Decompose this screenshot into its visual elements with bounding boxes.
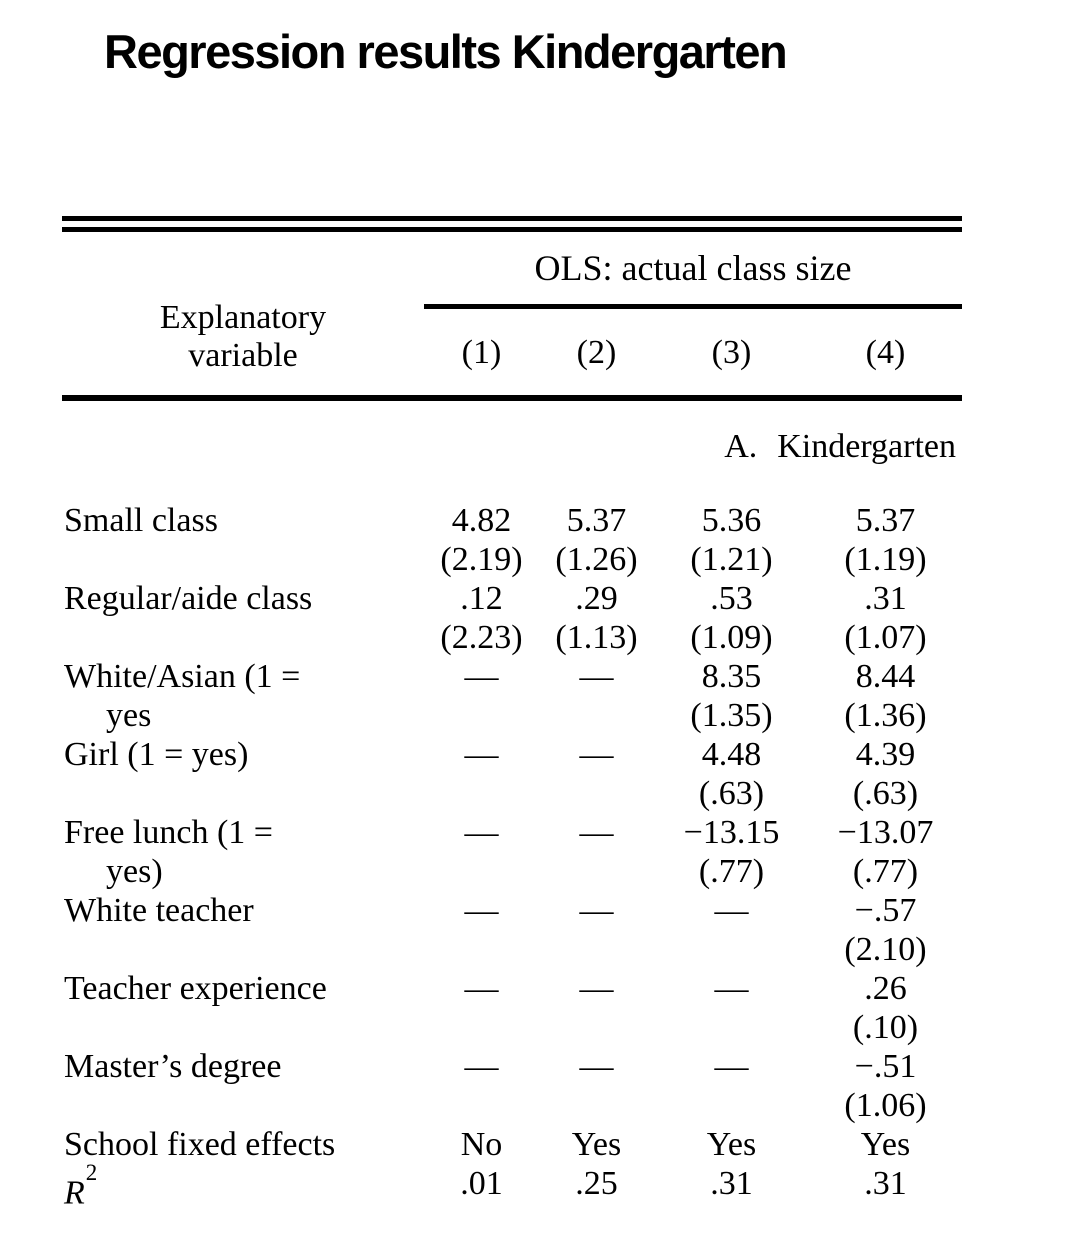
row-label: Teacher experience — [64, 970, 327, 1007]
r-squared-base: R — [64, 1174, 85, 1212]
se-cell — [424, 930, 539, 969]
se-cell — [654, 930, 809, 969]
coef-cell: −.51 — [854, 1048, 917, 1085]
row-label-r-squared — [62, 1160, 424, 1212]
slide-title: Regression results Kindergarten — [104, 25, 787, 78]
se-cell — [424, 1086, 539, 1125]
header-bottom-rule — [62, 395, 962, 401]
se-cell: (1.19) — [844, 541, 927, 578]
coef-cell: — — [579, 814, 614, 851]
coef-cell: — — [714, 1048, 749, 1085]
se-cell: (1.09) — [690, 619, 773, 656]
row-label: Small class — [64, 502, 218, 539]
table-header — [62, 232, 962, 375]
value-cell: Yes — [706, 1126, 757, 1163]
value-cell: No — [460, 1126, 503, 1163]
se-cell: (.77) — [698, 853, 765, 890]
se-cell — [539, 852, 654, 891]
coef-cell: — — [714, 892, 749, 929]
coef-cell: — — [579, 1048, 614, 1085]
value-cell: .31 — [864, 1165, 907, 1202]
table-row — [62, 813, 962, 852]
value-cell: Yes — [571, 1126, 622, 1163]
se-cell — [654, 1008, 809, 1047]
table-row — [62, 891, 962, 930]
se-cell: (1.07) — [844, 619, 927, 656]
se-cell — [654, 1086, 809, 1125]
coef-cell: — — [579, 658, 614, 695]
coef-cell: — — [464, 892, 499, 929]
se-cell: (1.36) — [844, 697, 927, 734]
se-row — [62, 1086, 962, 1125]
table-row — [62, 1125, 962, 1164]
column-header-4: (4) — [865, 334, 906, 371]
se-cell — [424, 696, 539, 735]
se-row — [62, 1008, 962, 1047]
row-label: White/Asian (1 = — [64, 658, 301, 695]
row-label-continuation: yes — [106, 697, 152, 734]
se-cell: (.63) — [698, 775, 765, 812]
coef-cell: — — [464, 736, 499, 773]
se-row — [62, 540, 962, 579]
stub-head-line2: variable — [188, 337, 298, 374]
row-label: Girl (1 = yes) — [64, 736, 249, 773]
table-row — [62, 657, 962, 696]
coef-cell: −13.07 — [837, 814, 934, 851]
column-header-1: (1) — [461, 334, 502, 371]
r-squared-superscript: 2 — [85, 1160, 98, 1185]
coef-cell: .53 — [710, 580, 753, 617]
coef-cell: — — [579, 736, 614, 773]
row-label: Master’s degree — [64, 1048, 282, 1085]
se-cell — [539, 774, 654, 813]
panel-label — [62, 425, 962, 469]
se-row — [62, 618, 962, 657]
row-label: Free lunch (1 = — [64, 814, 273, 851]
table-row — [62, 579, 962, 618]
se-cell: (1.06) — [844, 1087, 927, 1124]
coef-cell: — — [579, 892, 614, 929]
se-cell: (.63) — [852, 775, 919, 812]
coef-cell: — — [579, 970, 614, 1007]
se-row — [62, 696, 962, 735]
row-label: Regular/aide class — [64, 580, 313, 617]
se-cell: (1.21) — [690, 541, 773, 578]
se-cell: (.10) — [852, 1009, 919, 1046]
coef-cell: 8.35 — [701, 658, 762, 695]
panel-text: Kindergarten — [777, 428, 956, 465]
coef-cell: 8.44 — [855, 658, 916, 695]
coef-cell: — — [464, 658, 499, 695]
value-cell: .25 — [575, 1165, 618, 1202]
coef-cell: .29 — [575, 580, 618, 617]
table-row — [62, 969, 962, 1008]
row-label-continuation: yes) — [106, 853, 163, 890]
coef-cell: 4.48 — [701, 736, 762, 773]
se-cell — [539, 696, 654, 735]
coef-cell: 5.37 — [855, 502, 916, 539]
value-cell: .31 — [710, 1165, 753, 1202]
value-cell: .01 — [460, 1165, 503, 1202]
coef-cell: — — [464, 1048, 499, 1085]
se-row — [62, 852, 962, 891]
coef-cell: — — [714, 970, 749, 1007]
se-cell — [424, 852, 539, 891]
table-row — [62, 735, 962, 774]
se-row — [62, 930, 962, 969]
column-headers — [424, 309, 962, 375]
coef-cell: 5.36 — [701, 502, 762, 539]
se-cell: (2.10) — [844, 931, 927, 968]
se-cell — [424, 1008, 539, 1047]
row-label: White teacher — [64, 892, 254, 929]
stub-head-line1: Explanatory — [159, 299, 327, 336]
column-header-2: (2) — [576, 334, 617, 371]
se-cell: (.77) — [852, 853, 919, 890]
column-header-3: (3) — [711, 334, 752, 371]
se-cell: (1.35) — [690, 697, 773, 734]
coef-cell: .12 — [460, 580, 503, 617]
coef-cell: .26 — [864, 970, 907, 1007]
table-body — [62, 501, 962, 1212]
se-cell — [424, 774, 539, 813]
se-cell: (1.13) — [555, 619, 638, 656]
se-cell: (2.23) — [440, 619, 523, 656]
results-table — [62, 216, 962, 1212]
coef-cell: .31 — [864, 580, 907, 617]
se-cell — [539, 1008, 654, 1047]
se-cell — [539, 1086, 654, 1125]
se-row — [62, 774, 962, 813]
table-row — [62, 1047, 962, 1086]
coef-cell: −.57 — [854, 892, 917, 929]
stub-head — [62, 299, 424, 375]
panel-prefix: A. — [724, 428, 758, 465]
table-row — [62, 1160, 962, 1212]
coef-cell: — — [464, 814, 499, 851]
spanner-label: OLS: actual class size — [534, 248, 852, 288]
table-row — [62, 501, 962, 540]
coef-cell: 4.39 — [855, 736, 916, 773]
coef-cell: 5.37 — [566, 502, 627, 539]
coef-cell: — — [464, 970, 499, 1007]
se-cell — [539, 930, 654, 969]
row-label: School fixed effects — [64, 1126, 336, 1163]
coef-cell: 4.82 — [451, 502, 512, 539]
se-cell: (1.26) — [555, 541, 638, 578]
value-cell: Yes — [860, 1126, 911, 1163]
se-cell: (2.19) — [440, 541, 523, 578]
coef-cell: −13.15 — [683, 814, 780, 851]
